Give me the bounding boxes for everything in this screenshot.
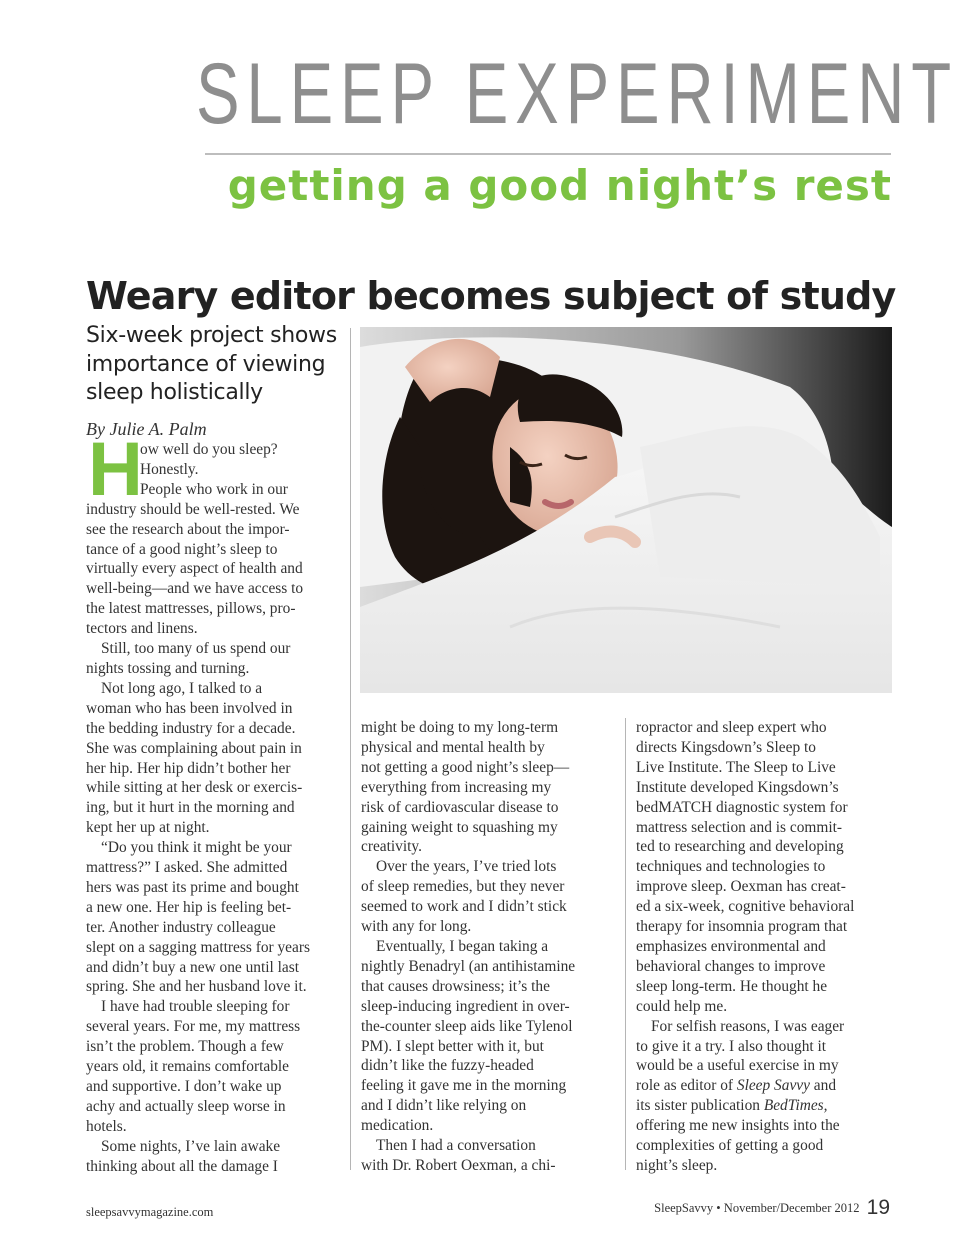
text-line: offering me new insights into the <box>636 1117 840 1135</box>
text-line: could help me. <box>636 997 728 1015</box>
text-line: ter. Another industry colleague <box>86 918 276 936</box>
text-line: the latest mattresses, pillows, pro- <box>86 600 296 618</box>
section-kicker: SLEEP EXPERIMENT <box>196 46 959 142</box>
text-line: tectors and linens. <box>86 620 198 638</box>
text-line: Institute developed Kingsdown’s <box>636 778 839 796</box>
text-line: hers was past its prime and bought <box>86 878 299 896</box>
text-line: medication. <box>361 1117 434 1135</box>
text-line: well-being—and we have access to <box>86 580 304 598</box>
text-line: ted to researching and developing <box>636 838 844 856</box>
text-line: night’s sleep. <box>636 1156 718 1174</box>
text-line: creativity. <box>361 838 422 856</box>
text-line: spring. She and her husband love it. <box>86 978 307 996</box>
text-line: Some nights, I’ve lain awake <box>101 1137 281 1155</box>
text-line: Then I had a conversation <box>376 1137 536 1155</box>
text-line: Not long ago, I talked to a <box>101 679 263 697</box>
drop-cap: H <box>88 427 143 512</box>
text-line: sleep long-term. He thought he <box>636 977 828 995</box>
text-line: Eventually, I began taking a <box>376 937 549 955</box>
text-line: nights tossing and turning. <box>86 659 250 677</box>
text-line: to give it a try. I also thought it <box>636 1037 827 1055</box>
text-line: Live Institute. The Sleep to Live <box>636 758 836 776</box>
text-fragment: and <box>813 1077 837 1095</box>
text-line: the-counter sleep aids like Tylenol <box>361 1017 573 1035</box>
text-line: I have had trouble sleeping for <box>101 998 290 1016</box>
text-line: that causes drowsiness; it’s the <box>361 977 550 995</box>
text-line: nightly Benadryl (an antihistamine <box>361 957 576 975</box>
text-line: everything from increasing my <box>361 778 552 796</box>
text-line: and didn’t buy a new one until last <box>86 958 300 976</box>
publication-name: Sleep Savvy <box>736 1077 810 1095</box>
text-line: didn’t like the fuzzy-headed <box>361 1057 534 1075</box>
text-line: PM). I slept better with it, but <box>361 1037 544 1055</box>
article-byline: By Julie A. Palm <box>86 419 207 439</box>
kicker-divider <box>205 153 891 155</box>
text-line <box>636 1076 894 1096</box>
text-line: risk of cardiovascular disease to <box>361 798 559 816</box>
text-line: Still, too many of us spend our <box>101 640 291 658</box>
text-line: with any for long. <box>361 918 472 936</box>
text-line: feeling it gave me in the morning <box>361 1077 567 1095</box>
text-line: would be a useful exercise in my <box>636 1057 839 1075</box>
text-line: sleep-inducing ingredient in over- <box>361 997 570 1015</box>
text-line: isn’t the problem. Though a few <box>86 1038 284 1056</box>
text-line: gaining weight to squashing my <box>361 818 558 836</box>
article-column-2 <box>361 718 619 1176</box>
text-line: slept on a sagging mattress for years <box>86 938 310 956</box>
article-deck: Six-week project shows importance of viewing sleep holistically <box>86 323 337 405</box>
text-line: see the research about the impor- <box>86 520 290 538</box>
text-line: People who work in our <box>140 480 288 498</box>
text-line: ropractor and sleep expert who <box>636 719 827 736</box>
column-divider <box>625 718 626 1170</box>
text-line: of sleep remedies, but they never <box>361 878 565 896</box>
text-line: hotels. <box>86 1117 127 1135</box>
text-line: kept her up at night. <box>86 819 210 837</box>
publication-name: BedTimes, <box>763 1097 828 1115</box>
text-line: not getting a good night’s sleep— <box>361 758 570 776</box>
footer-website: sleepsavvymagazine.com <box>86 1205 214 1219</box>
text-line: ing, but it hurt in the morning and <box>86 799 295 817</box>
text-line: directs Kingsdown’s Sleep to <box>636 738 816 756</box>
text-line: years old, it remains comfortable <box>86 1058 290 1076</box>
article-column-3 <box>636 718 894 1176</box>
text-line: techniques and technologies to <box>636 858 826 876</box>
text-line: mattress?” I asked. She admitted <box>86 859 288 877</box>
text-line: therapy for insomnia program that <box>636 918 848 936</box>
text-line: improve sleep. Oexman has creat- <box>636 878 846 896</box>
text-line: physical and mental health by <box>361 738 545 756</box>
text-line: seemed to work and I didn’t stick <box>361 898 567 916</box>
text-line: mattress selection and is commit- <box>636 818 843 836</box>
text-line: bedMATCH diagnostic system for <box>636 798 848 816</box>
footer-publication-info <box>654 1196 890 1220</box>
text-line: her hip. Her hip didn’t bother her <box>86 759 291 777</box>
text-line: woman who has been involved in <box>86 699 293 717</box>
text-line: and I didn’t like relying on <box>361 1097 527 1115</box>
sleeping-woman-photo <box>360 327 892 693</box>
text-line <box>636 1096 894 1116</box>
text-line: industry should be well-rested. We <box>86 500 300 518</box>
text-line: emphasizes environmental and <box>636 937 826 955</box>
text-line: Honestly. <box>140 460 199 478</box>
text-line: achy and actually sleep worse in <box>86 1097 286 1115</box>
text-line: and supportive. I don’t wake up <box>86 1078 282 1095</box>
text-line: a new one. Her hip is feeling bet- <box>86 898 292 916</box>
text-line: with Dr. Robert Oexman, a chi- <box>361 1156 556 1174</box>
text-line: while sitting at her desk or exercis- <box>86 779 303 797</box>
section-tagline: getting a good night’s rest <box>227 161 892 210</box>
text-line: virtually every aspect of health and <box>86 560 303 578</box>
text-line: For selfish reasons, I was eager <box>651 1017 845 1035</box>
text-line: She was complaining about pain in <box>86 739 302 757</box>
text-line: “Do you think it might be your <box>101 839 292 857</box>
text-line: tance of a good night’s sleep to <box>86 540 278 558</box>
footer-issue: SleepSavvy • November/December 2012 <box>654 1201 860 1215</box>
text-line: Over the years, I’ve tried lots <box>376 858 557 876</box>
column-divider <box>350 328 351 1170</box>
article-headline: Weary editor becomes subject of study <box>86 274 896 318</box>
text-line: complexities of getting a good <box>636 1137 824 1155</box>
text-line: thinking about all the damage I <box>86 1157 278 1175</box>
text-line: ed a six-week, cognitive behavioral <box>636 898 855 916</box>
text-line: might be doing to my long-term <box>361 719 559 736</box>
text-fragment: role as editor of <box>636 1077 734 1095</box>
text-fragment: its sister publication <box>636 1097 760 1115</box>
text-line: ow well do you sleep? <box>140 441 278 458</box>
text-line: the bedding industry for a decade. <box>86 719 296 737</box>
page-number: 19 <box>866 1196 890 1219</box>
text-line: behavioral changes to improve <box>636 957 826 975</box>
text-line: several years. For me, my mattress <box>86 1018 301 1036</box>
